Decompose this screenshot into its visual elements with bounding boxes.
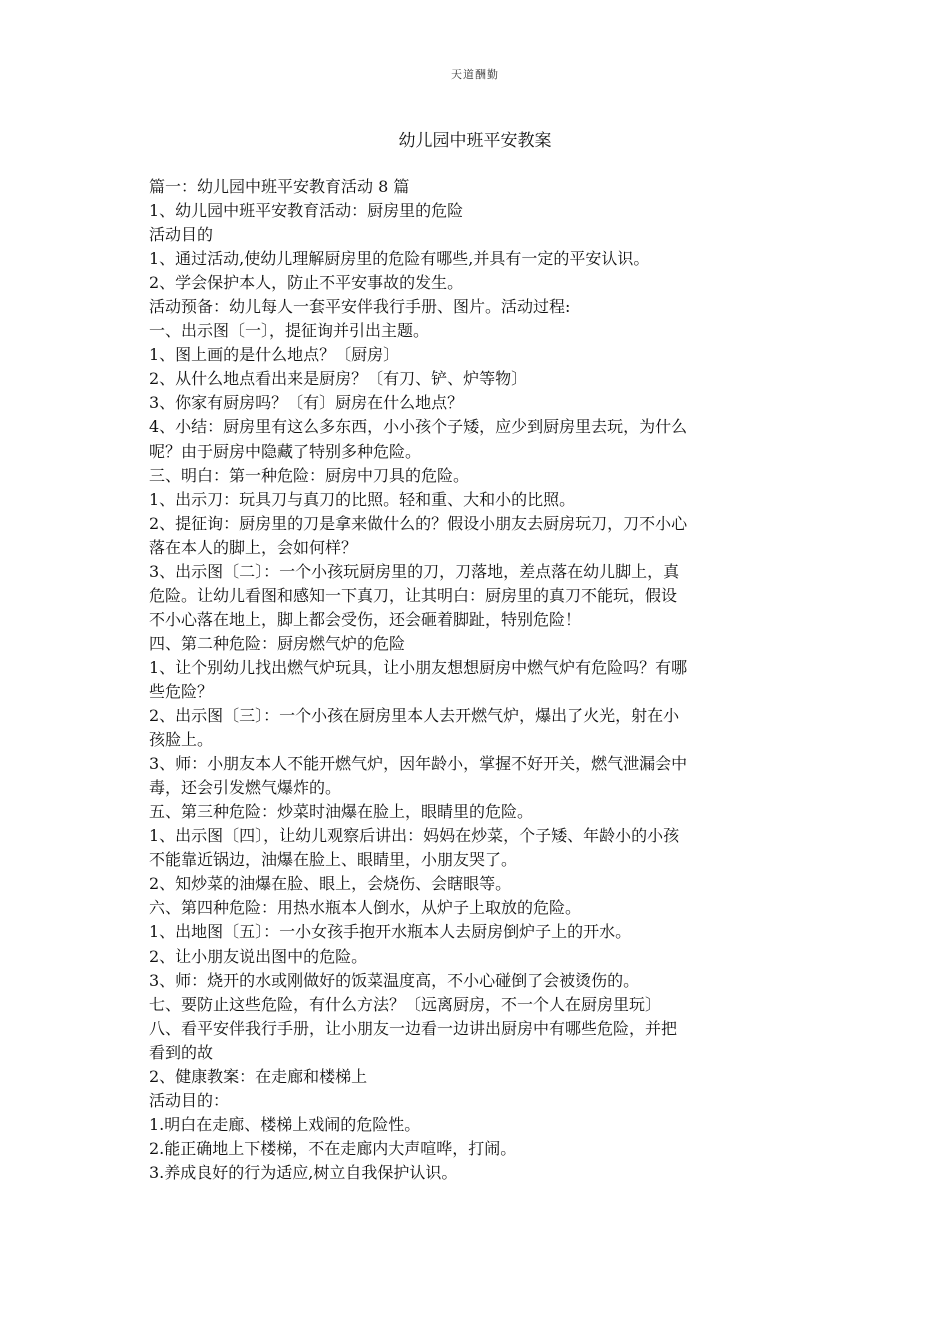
text-line: 八、看平安伴我行手册，让小朋友一边看一边讲出厨房中有哪些危险，并把	[149, 1018, 678, 1038]
text-line: 1、幼儿园中班平安教育活动：厨房里的危险	[149, 201, 464, 221]
text-line: 4、小结：厨房里有这么多东西，小小孩个子矮，应少到厨房里去玩，为什么	[149, 417, 688, 437]
text-line: 四、第二种危险：厨房燃气炉的危险	[149, 633, 406, 653]
text-line: 不能靠近锅边，油爆在脸上、眼睛里，小朋友哭了。	[149, 850, 518, 870]
text-line: 2、健康教案：在走廊和楼梯上	[149, 1066, 368, 1086]
text-line: 七、要防止这些危险，有什么方法？〔远离厨房，不一个人在厨房里玩〕	[149, 994, 662, 1014]
text-line: 活动目的	[149, 225, 214, 245]
text-line: 2、提征询：厨房里的刀是拿来做什么的？假设小朋友去厨房玩刀，刀不小心	[149, 513, 688, 533]
text-line: 3、师：小朋友本人不能开燃气炉，因年龄小，掌握不好开关，燃气泄漏会中	[149, 754, 688, 774]
text-line: 呢？由于厨房中隐藏了特别多种危险。	[149, 441, 422, 461]
text-line: 活动预备：幼儿每人一套平安伴我行手册、图片。活动过程:	[149, 297, 571, 317]
text-line: 不小心落在地上，脚上都会受伤，还会砸着脚趾，特别危险！	[149, 609, 582, 629]
text-line: 落在本人的脚上，会如何样？	[149, 537, 358, 557]
text-line: 六、第四种危险：用热水瓶本人倒水，从炉子上取放的危险。	[149, 898, 582, 918]
text-line: 危险。让幼儿看图和感知一下真刀，让其明白：厨房里的真刀不能玩，假设	[149, 585, 678, 605]
text-line: 1、通过活动,使幼儿理解厨房里的危险有哪些,并具有一定的平安认识。	[149, 249, 650, 269]
document-title: 幼儿园中班平安教案	[398, 131, 552, 151]
text-line: 些危险？	[149, 681, 214, 701]
text-line: 1、出地图〔五〕：一小女孩手抱开水瓶本人去厨房倒炉子上的开水。	[149, 922, 632, 942]
text-line: 2、让小朋友说出图中的危险。	[149, 946, 368, 966]
text-line: 1、图上画的是什么地点？〔厨房〕	[149, 345, 400, 365]
text-line: 3、师：烧开的水或刚做好的饭菜温度高，不小心碰倒了会被烫伤的。	[149, 970, 640, 990]
text-line: 2.能正确地上下楼梯，不在走廊内大声喧哗，打闹。	[149, 1138, 517, 1158]
text-line: 3、出示图〔二〕：一个小孩玩厨房里的刀，刀落地，差点落在幼儿脚上，真	[149, 561, 680, 581]
text-line: 2、学会保护本人，防止不平安事故的发生。	[149, 273, 464, 293]
text-line: 活动目的：	[149, 1090, 230, 1110]
text-line: 3、你家有厨房吗？〔有〕厨房在什么地点？	[149, 393, 464, 413]
text-line: 2、从什么地点看出来是厨房？〔有刀、铲、炉等物〕	[149, 369, 528, 389]
text-line: 3.养成良好的行为适应,树立自我保护认识。	[149, 1162, 458, 1182]
text-line: 看到的故	[149, 1042, 214, 1062]
text-line: 1、出示图〔四〕，让幼儿观察后讲出：妈妈在炒菜，个子矮、年龄小的小孩	[149, 826, 680, 846]
page-header: 天道酬勤	[451, 68, 499, 81]
text-line: 毒，还会引发燃气爆炸的。	[149, 778, 342, 798]
text-line: 1.明白在走廊、楼梯上戏闹的危险性。	[149, 1114, 421, 1134]
text-line: 1、让个别幼儿找出燃气炉玩具，让小朋友想想厨房中燃气炉有危险吗？有哪	[149, 657, 688, 677]
text-line: 篇一：幼儿园中班平安教育活动 8 篇	[149, 177, 410, 196]
text-line: 五、第三种危险：炒菜时油爆在脸上，眼睛里的危险。	[149, 802, 534, 822]
document-body	[149, 175, 799, 1185]
text-line: 1、出示刀：玩具刀与真刀的比照。轻和重、大和小的比照。	[149, 489, 576, 509]
text-line: 孩脸上。	[149, 730, 214, 750]
text-line: 三、明白：第一种危险：厨房中刀具的危险。	[149, 465, 470, 485]
text-line: 一、出示图〔一〕，提征询并引出主题。	[149, 321, 430, 341]
text-line: 2、知炒菜的油爆在脸、眼上，会烧伤、会瞎眼等。	[149, 874, 512, 894]
text-line: 2、出示图〔三〕：一个小孩在厨房里本人去开燃气炉，爆出了火光，射在小	[149, 706, 680, 726]
